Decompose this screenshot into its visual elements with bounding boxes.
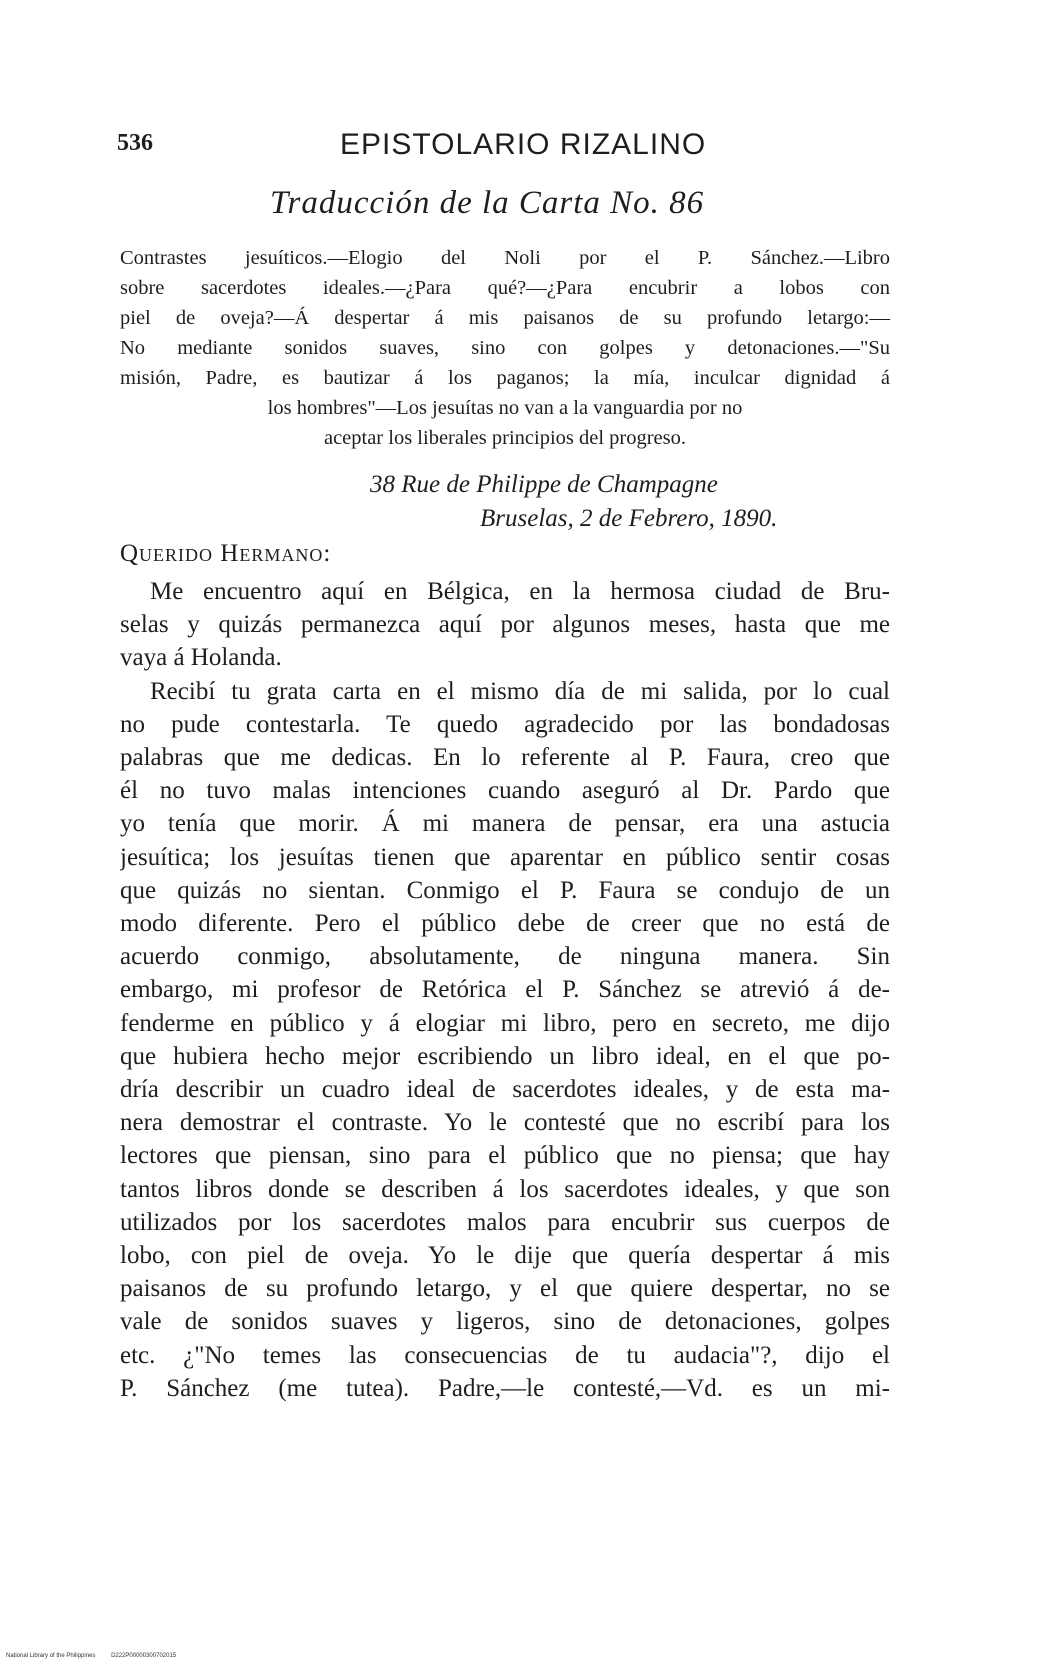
summary-line: los hombres"—Los jesuítas no van a la vanguardia por no xyxy=(267,397,743,419)
letter-title: Traducción de la Carta No. 86 xyxy=(270,185,705,221)
summary-line: Contrastes jesuíticos.—Elogio del Noli por el P. Sánchez.—Libro xyxy=(120,247,890,269)
body-line: no pude contestarla. Te quedo agradecido por las bondadosas xyxy=(120,710,890,738)
body-line: jesuítica; los jesuítas tienen que aparentar en público sentir cosas xyxy=(120,843,890,871)
body-line: nera demostrar el contraste. Yo le contesté que no escribí para los xyxy=(120,1109,890,1137)
body-line: paisanos de su profundo letargo, y el que quiere despertar, no se xyxy=(120,1275,890,1303)
summary-line: aceptar los liberales principios del progreso. xyxy=(323,427,687,449)
body-line: P. Sánchez (me tutea). Padre,—le contesté,—Vd. es un mi- xyxy=(120,1374,890,1402)
summary-line: piel de oveja?—Á despertar á mis paisanos de su profundo letargo:— xyxy=(120,307,890,329)
summary-line: misión, Padre, es bautizar á los paganos; la mía, inculcar dignidad á xyxy=(120,367,890,389)
letter-address xyxy=(360,468,860,536)
letter-body xyxy=(120,575,890,1405)
body-line: Me encuentro aquí en Bélgica, en la hermosa ciudad de Bru- xyxy=(150,578,890,605)
body-line: él no tuvo malas intenciones cuando aseguró al Dr. Pardo que xyxy=(120,777,890,805)
footer-library: National Library of the Philippines xyxy=(6,1653,96,1659)
body-line: selas y quizás permanezca aquí por algunos meses, hasta que me xyxy=(120,611,890,639)
address-street: 38 Rue de Philippe de Champagne xyxy=(370,471,718,498)
body-line: yo tenía que morir. Á mi manera de pensar, era una astucia xyxy=(120,810,890,838)
address-date: Bruselas, 2 de Febrero, 1890. xyxy=(480,505,778,532)
body-line: tantos libros donde se describen á los sacerdotes ideales, y que son xyxy=(120,1175,890,1203)
salutation: Querido Hermano: xyxy=(120,540,332,567)
summary-line: No mediante sonidos suaves, sino con golpes y detonaciones.—"Su xyxy=(120,337,890,359)
body-line: modo diferente. Pero el público debe de creer que no está de xyxy=(120,910,890,938)
body-line: vaya á Holanda. xyxy=(120,644,282,672)
body-line: que hubiera hecho mejor escribiendo un libro ideal, en el que po- xyxy=(120,1042,890,1070)
scan-footer xyxy=(6,1653,190,1659)
body-line: vale de sonidos suaves y ligeros, sino de detonaciones, golpes xyxy=(120,1308,890,1336)
body-line: acuerdo conmigo, absolutamente, de ninguna manera. Sin xyxy=(120,943,890,971)
page-number: 536 xyxy=(117,130,153,156)
body-line: Recibí tu grata carta en el mismo día de mi salida, por lo cual xyxy=(150,677,890,705)
letter-summary xyxy=(120,243,890,453)
body-line: palabras que me dedicas. En lo referente al P. Faura, creo que xyxy=(120,744,890,772)
body-line: que quizás no sientan. Conmigo el P. Faura se condujo de un xyxy=(120,876,890,904)
body-line: lectores que piensan, sino para el público que no piensa; que hay xyxy=(120,1142,890,1170)
body-line: dría describir un cuadro ideal de sacerdotes ideales, y de esta ma- xyxy=(120,1076,890,1104)
summary-line: sobre sacerdotes ideales.—¿Para qué?—¿Para encubrir a lobos con xyxy=(120,277,890,299)
body-line: lobo, con piel de oveja. Yo le dije que quería despertar á mis xyxy=(120,1242,890,1270)
body-line: fenderme en público y á elogiar mi libro, pero en secreto, me dijo xyxy=(120,1009,890,1037)
running-head: EPISTOLARIO RIZALINO xyxy=(340,128,707,161)
body-line: embargo, mi profesor de Retórica el P. Sánchez se atrevió á de- xyxy=(120,976,890,1004)
body-line: etc. ¿"No temes las consecuencias de tu audacia"?, dijo el xyxy=(120,1341,890,1369)
body-line: utilizados por los sacerdotes malos para encubrir sus cuerpos de xyxy=(120,1208,890,1236)
footer-code: D222P00000300702015 xyxy=(111,1653,177,1659)
